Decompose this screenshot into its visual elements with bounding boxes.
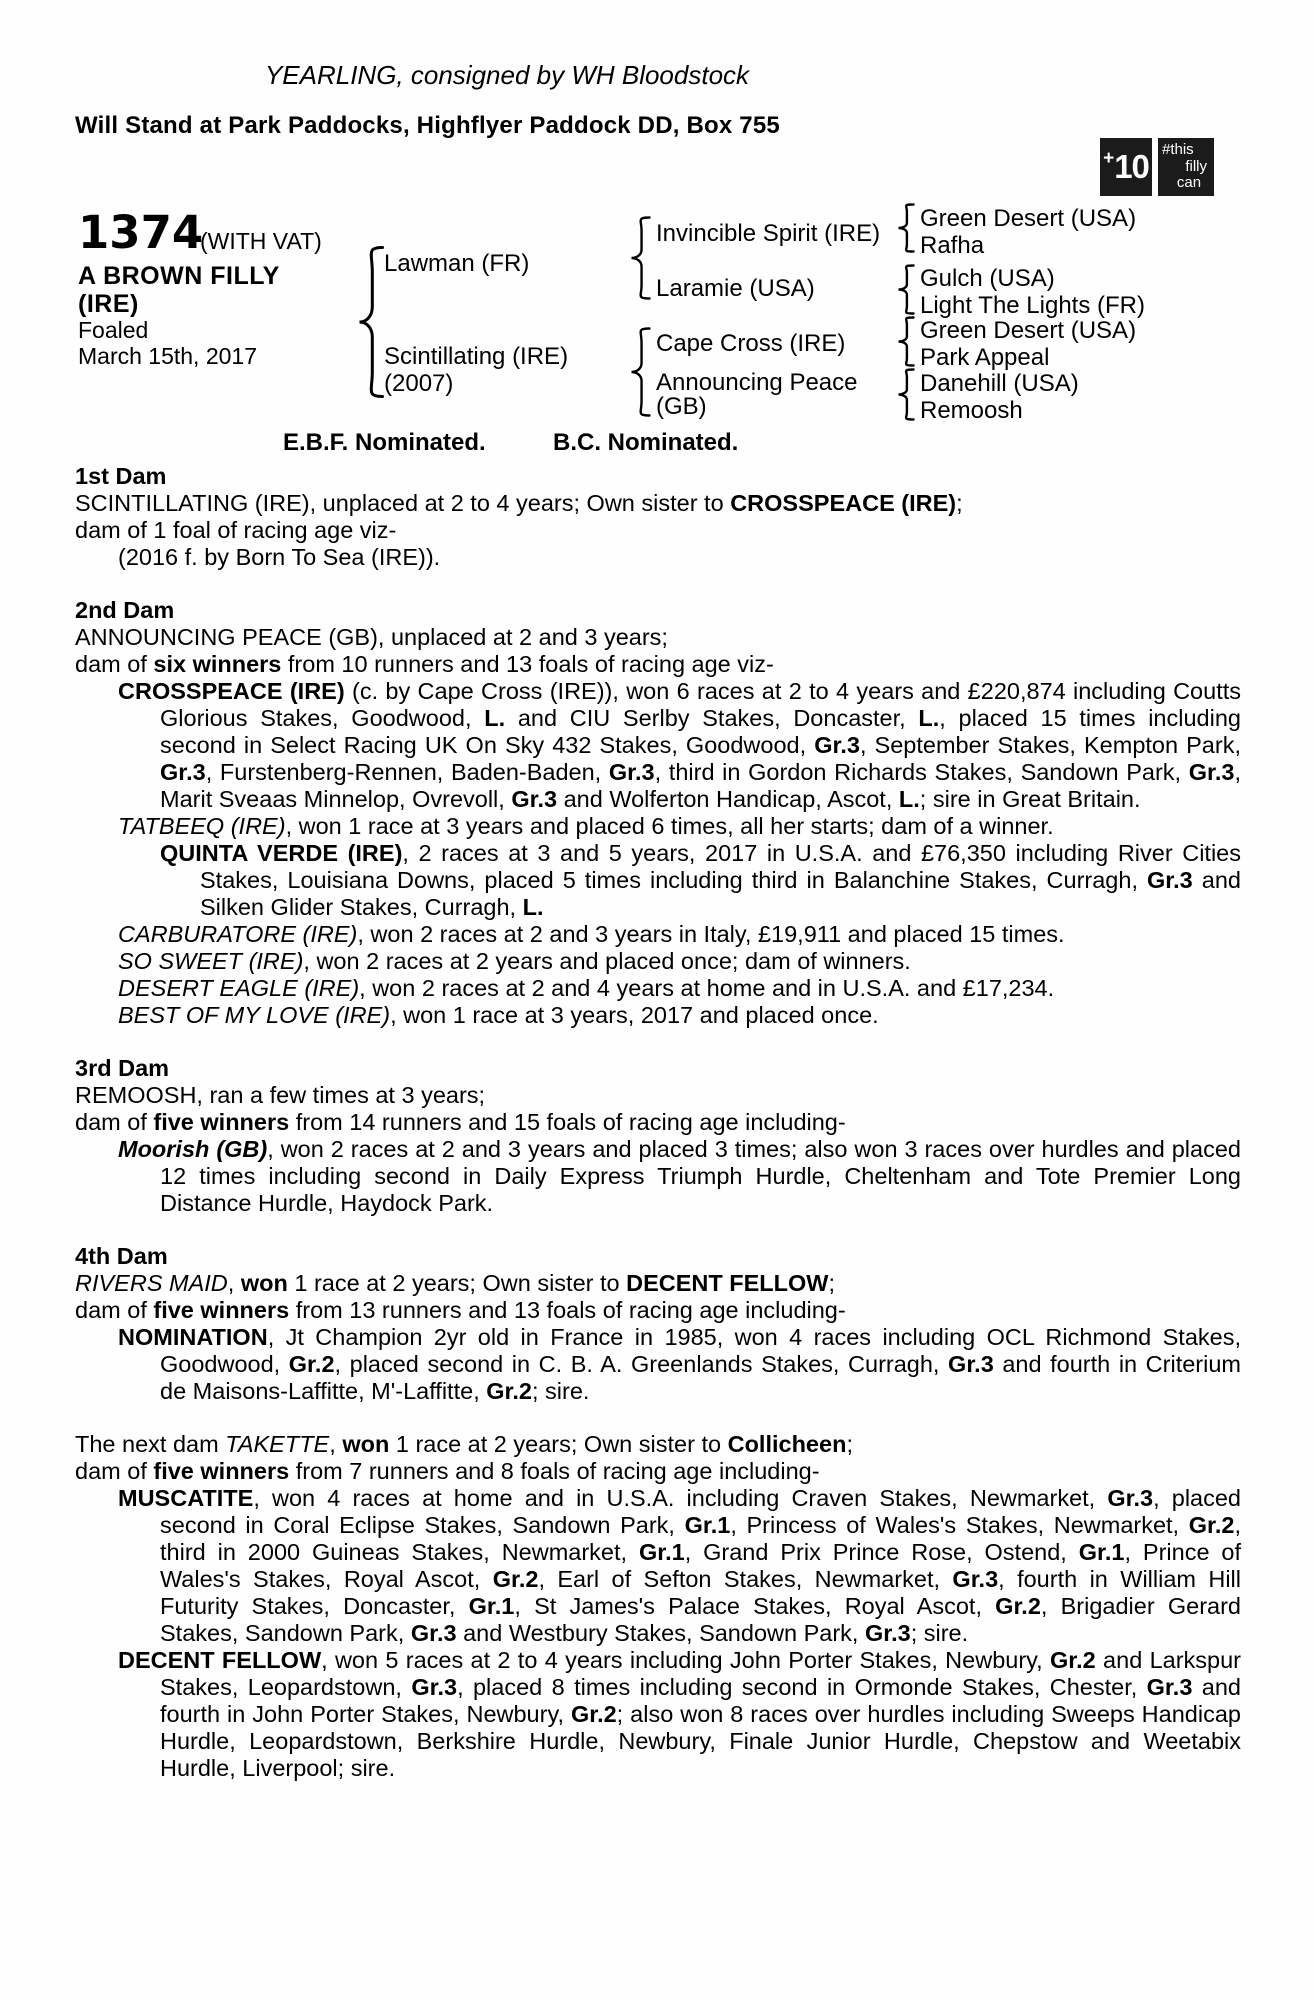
text-run: Gr.2 — [995, 1593, 1041, 1619]
pedigree-gg-name: Gulch (USA) — [920, 265, 1055, 292]
pedigree-entry — [75, 1485, 1241, 1647]
text-run: won — [240, 1270, 288, 1296]
text-run: , third in Gordon Richards Stakes, Sandown Park, — [654, 759, 1189, 785]
text-run: ANNOUNCING PEACE (GB), unplaced at 2 and 3 years; — [75, 624, 668, 650]
text-run: The next dam — [75, 1431, 226, 1457]
foaled-date: March 15th, 2017 — [78, 343, 258, 369]
pedigree-gg-name: Rafha — [920, 232, 985, 259]
pedigree-entry — [75, 1002, 1241, 1029]
text-run: L. — [484, 705, 506, 731]
pedigree-dam-line1: Scintillating (IRE) — [384, 343, 569, 370]
lot-number: 1374 — [78, 206, 204, 259]
vat-note: (WITH VAT) — [200, 228, 322, 254]
text-run: , won 2 races at 2 and 4 years at home and in U.S.A. and £17,234. — [359, 975, 1055, 1001]
text-run: 1 race at 2 years; Own sister to — [389, 1431, 728, 1457]
text-run: Gr.2 — [1188, 1512, 1235, 1538]
text-run: and Westbury Stakes, Sandown Park, — [456, 1620, 865, 1646]
text-run: REMOOSH, ran a few times at 3 years; — [75, 1082, 486, 1108]
text-run: , — [227, 1270, 241, 1296]
text-run: , won 1 race at 3 years, 2017 and placed once. — [390, 1002, 879, 1028]
text-run: RIVERS MAID — [75, 1270, 228, 1296]
text-run: Gr.3 — [608, 759, 655, 785]
dam-section — [75, 1243, 1241, 1405]
text-run: , fourth in William Hill Futurity Stakes, Doncaster, — [160, 1566, 1242, 1619]
plus10-badge-number: 10 — [1114, 148, 1149, 185]
text-run: dam of — [75, 651, 154, 677]
dam-section-heading: 3rd Dam — [75, 1055, 170, 1081]
text-run: Gr.3 — [411, 1674, 458, 1700]
pedigree-brace-sire — [630, 216, 651, 300]
pedigree-brace-gg4 — [897, 368, 915, 421]
text-run: Gr.3 — [1146, 1674, 1193, 1700]
text-run: Gr.3 — [948, 1351, 994, 1377]
pedigree-brace-gg2 — [897, 264, 915, 315]
plus10-badge-plus: + — [1103, 148, 1115, 169]
dam-section-heading: 4th Dam — [75, 1243, 168, 1269]
text-run: , Grand Prix Prince Rose, Ostend, — [684, 1539, 1079, 1565]
text-run: , placed 15 times including second in Select Racing UK On Sky 432 Stakes, Goodwood, — [160, 705, 1241, 758]
text-run: , Marit Sveaas Minnelop, Ovrevoll, — [160, 759, 1241, 812]
text-run: five winners — [153, 1297, 290, 1323]
pedigree-brace-gg1 — [897, 203, 915, 253]
text-run: dam of 1 foal of racing age viz- — [75, 517, 397, 543]
pedigree-dam-line2: (2007) — [384, 370, 454, 397]
text-run: , Prince of Wales's Stakes, Royal Ascot, — [160, 1539, 1242, 1592]
text-run: DESERT EAGLE (IRE) — [118, 975, 360, 1001]
text-run: SCINTILLATING (IRE), unplaced at 2 to 4 years; Own sister to — [75, 490, 731, 516]
pedigree-entry — [75, 1647, 1241, 1782]
pedigree-entry — [75, 975, 1241, 1002]
text-run: , placed 8 times including second in Ormonde Stakes, Chester, — [457, 1674, 1147, 1700]
text-run: ; sire. — [910, 1620, 969, 1646]
pedigree-entry — [75, 1082, 1241, 1109]
text-run: from 10 runners and 13 foals of racing age viz- — [281, 651, 774, 677]
text-run: L. — [898, 786, 920, 812]
pedigree-dam-dam-line1: Announcing Peace — [656, 369, 858, 396]
pedigree-entry — [75, 1136, 1241, 1217]
text-run: five winners — [153, 1458, 290, 1484]
pedigree-dam-sire: Cape Cross (IRE) — [656, 330, 846, 357]
pedigree-entry — [75, 1324, 1241, 1405]
text-run: , won 4 races at home and in U.S.A. including Craven Stakes, Newmarket, — [253, 1485, 1108, 1511]
text-run: TAKETTE — [225, 1431, 330, 1457]
text-run: SO SWEET (IRE) — [118, 948, 304, 974]
text-run: Gr.3 — [814, 732, 860, 758]
text-run: Gr.3 — [1188, 759, 1235, 785]
text-run: from 14 runners and 15 foals of racing age including- — [289, 1109, 846, 1135]
text-run: , third in 2000 Guineas Stakes, Newmarket, — [160, 1512, 1241, 1565]
dam-section — [75, 463, 1241, 571]
pedigree-entry — [75, 921, 1241, 948]
text-run: CROSSPEACE (IRE) — [730, 490, 957, 516]
text-run: Gr.3 — [1107, 1485, 1154, 1511]
pedigree-entry — [75, 517, 1241, 544]
text-run: Gr.3 — [410, 1620, 457, 1646]
next-dam-section — [75, 1431, 1241, 1782]
text-run: ; also won 8 races over hurdles including Sweeps Handicap Hurdle, Leopardstown, Berkshire Hurdle, Newbury, Finale Junior Hurdle, Chepstow and Weetabix Hurdle, Liverpool; sire. — [160, 1701, 1241, 1781]
pedigree-entry — [75, 948, 1241, 975]
text-run: dam of — [75, 1109, 154, 1135]
text-run: Gr.3 — [952, 1566, 999, 1592]
text-run: 1 race at 2 years; Own sister to — [287, 1270, 627, 1296]
horse-name-line2: (IRE) — [78, 290, 139, 318]
dam-section-heading: 2nd Dam — [75, 597, 175, 623]
text-run: Gr.1 — [638, 1539, 685, 1565]
text-run: and Larkspur Stakes, Leopardstown, — [160, 1647, 1242, 1700]
dam-section — [75, 597, 1241, 1029]
bc-nomination: B.C. Nominated. — [553, 429, 739, 456]
text-run: dam of — [75, 1458, 154, 1484]
pedigree-entry — [75, 678, 1241, 813]
text-run: Gr.1 — [684, 1512, 731, 1538]
pedigree-gg-name: Park Appeal — [920, 344, 1050, 371]
text-run: ; — [846, 1431, 853, 1457]
text-run: , won 1 race at 3 years and placed 6 times, all her starts; dam of a winner. — [285, 813, 1054, 839]
badge-line: can — [1176, 174, 1202, 191]
pedigree-sire-sire: Invincible Spirit (IRE) — [656, 220, 881, 247]
text-run: TATBEEQ (IRE) — [118, 813, 286, 839]
text-run: ; — [828, 1270, 835, 1296]
text-run: from 13 runners and 13 foals of racing age including- — [289, 1297, 846, 1323]
text-run: Gr.1 — [468, 1593, 515, 1619]
text-run: , Brigadier Gerard Stakes, Sandown Park, — [160, 1593, 1241, 1646]
pedigree-entry — [75, 1458, 1241, 1485]
text-run: , placed second in Coral Eclipse Stakes, Sandown Park, — [160, 1485, 1241, 1538]
pedigree-gg-name: Danehill (USA) — [920, 370, 1079, 397]
text-run: , won 2 races at 2 and 3 years in Italy, £19,911 and placed 15 times. — [357, 921, 1065, 947]
text-run: Gr.2 — [1050, 1647, 1096, 1673]
badge-line: filly — [1185, 157, 1207, 175]
text-run: QUINTA VERDE (IRE) — [160, 840, 403, 866]
text-run: Gr.2 — [492, 1566, 539, 1592]
text-run: (2016 f. by Born To Sea (IRE)). — [118, 544, 441, 570]
text-run: , — [329, 1431, 343, 1457]
text-run: , 2 races at 3 and 5 years, 2017 in U.S.A. and £76,350 including River Cities Stakes, Louisiana Downs, placed 5 times including third in Balanchine Stakes, Curragh, — [200, 840, 1241, 893]
text-run: , September Stakes, Kempton Park, — [859, 732, 1241, 758]
pedigree-brace-gen1 — [358, 246, 384, 398]
pedigree-entry — [75, 813, 1241, 840]
text-run: DECENT FELLOW — [626, 1270, 829, 1296]
text-run: L. — [918, 705, 940, 731]
text-run: Gr.3 — [1147, 867, 1193, 893]
pedigree-dam-dam-line2: (GB) — [656, 393, 707, 420]
text-run: , won 2 races at 2 and 3 years and placed 3 times; also won 3 races over hurdles and placed 12 times including second in Daily Express Triumph Hurdle, Cheltenham and Tote Premier Long Distance Hurdle, Haydock Park. — [160, 1136, 1241, 1216]
text-run: and fourth in John Porter Stakes, Newbury, — [160, 1674, 1241, 1727]
text-run: and Silken Glider Stakes, Curragh, — [200, 867, 1241, 920]
text-run: ; sire. — [531, 1378, 590, 1404]
text-run: , St James's Palace Stakes, Royal Ascot, — [514, 1593, 996, 1619]
text-run: from 7 runners and 8 foals of racing age including- — [289, 1458, 820, 1484]
text-run: won — [342, 1431, 390, 1457]
text-run: dam of — [75, 1297, 154, 1323]
text-run: (c. by Cape Cross (IRE)), won 6 races at 2 to 4 years and £220,874 including Coutts Glorious Stakes, Goodwood, — [160, 678, 1242, 731]
pedigree-gg-name: Green Desert (USA) — [920, 205, 1137, 232]
text-run: ; — [956, 490, 963, 516]
text-run: CARBURATORE (IRE) — [118, 921, 358, 947]
text-run: CROSSPEACE (IRE) — [118, 678, 345, 704]
pedigree-entry — [75, 544, 1241, 571]
text-run: Collicheen — [727, 1431, 847, 1457]
text-run: Moorish (GB) — [118, 1136, 268, 1162]
pedigree-entry — [75, 624, 1241, 651]
text-run: Gr.2 — [570, 1701, 617, 1727]
text-run: MUSCATITE — [118, 1485, 254, 1511]
text-run: , Earl of Sefton Stakes, Newmarket, — [538, 1566, 953, 1592]
ebf-nomination: E.B.F. Nominated. — [283, 429, 486, 456]
pedigree-gg-name: Remoosh — [920, 397, 1023, 424]
pedigree-sire-dam: Laramie (USA) — [656, 275, 815, 302]
stand-location: Will Stand at Park Paddocks, Highflyer Paddock DD, Box 755 — [75, 112, 780, 139]
text-run: Gr.2 — [288, 1351, 335, 1377]
text-run: Gr.2 — [486, 1378, 532, 1404]
text-run: and CIU Serlby Stakes, Doncaster, — [505, 705, 919, 731]
pedigree-entry — [75, 1109, 1241, 1136]
text-run: , won 2 races at 2 years and placed once; dam of winners. — [303, 948, 911, 974]
dam-section — [75, 1055, 1241, 1217]
pedigree-entry — [75, 651, 1241, 678]
pedigree-gg-name: Green Desert (USA) — [920, 317, 1137, 344]
text-run: NOMINATION — [118, 1324, 268, 1350]
text-run: Gr.3 — [160, 759, 206, 785]
pedigree-entry — [75, 1431, 1241, 1458]
text-run: , placed second in C. B. A. Greenlands Stakes, Curragh, — [334, 1351, 949, 1377]
text-run: six winners — [153, 651, 282, 677]
pedigree-gg-name: Light The Lights (FR) — [920, 292, 1145, 319]
text-run: Gr.1 — [1078, 1539, 1125, 1565]
text-run: , Jt Champion 2yr old in France in 1985, won 4 races including OCL Richmond Stakes, Goodwood, — [160, 1324, 1241, 1377]
pedigree-sire: Lawman (FR) — [384, 250, 530, 277]
text-run: five winners — [153, 1109, 290, 1135]
this-filly-can-badge-icon — [1158, 138, 1214, 196]
text-run: and fourth in Criterium de Maisons-Laffitte, M'-Laffitte, — [160, 1351, 1241, 1404]
pedigree-entry — [75, 840, 1241, 921]
text-run: DECENT FELLOW — [118, 1647, 322, 1673]
text-run: Gr.3 — [511, 786, 558, 812]
text-run: , Furstenberg-Rennen, Baden-Baden, — [205, 759, 609, 785]
badge-line: #this — [1162, 141, 1194, 158]
text-run: , won 5 races at 2 to 4 years including John Porter Stakes, Newbury, — [321, 1647, 1051, 1673]
pedigree-brace-dam — [630, 327, 651, 417]
text-run: Gr.3 — [864, 1620, 911, 1646]
page-title: YEARLING, consigned by WH Bloodstock — [264, 60, 750, 90]
text-run: ; sire in Great Britain. — [919, 786, 1141, 812]
text-run: and Wolferton Handicap, Ascot, — [557, 786, 899, 812]
foaled-label: Foaled — [78, 317, 149, 343]
text-run: , Princess of Wales's Stakes, Newmarket, — [730, 1512, 1189, 1538]
pedigree-entry — [75, 1270, 1241, 1297]
dam-section-heading: 1st Dam — [75, 463, 167, 489]
text-run: BEST OF MY LOVE (IRE) — [118, 1002, 391, 1028]
plus10-badge-icon — [1100, 138, 1152, 196]
pedigree-entry — [75, 490, 1241, 517]
text-run: L. — [522, 894, 544, 920]
pedigree-entry — [75, 1297, 1241, 1324]
pedigree-brace-gg3 — [897, 316, 915, 367]
pedigree-text-body — [75, 463, 1241, 1782]
horse-name-line1: A BROWN FILLY — [78, 262, 280, 290]
